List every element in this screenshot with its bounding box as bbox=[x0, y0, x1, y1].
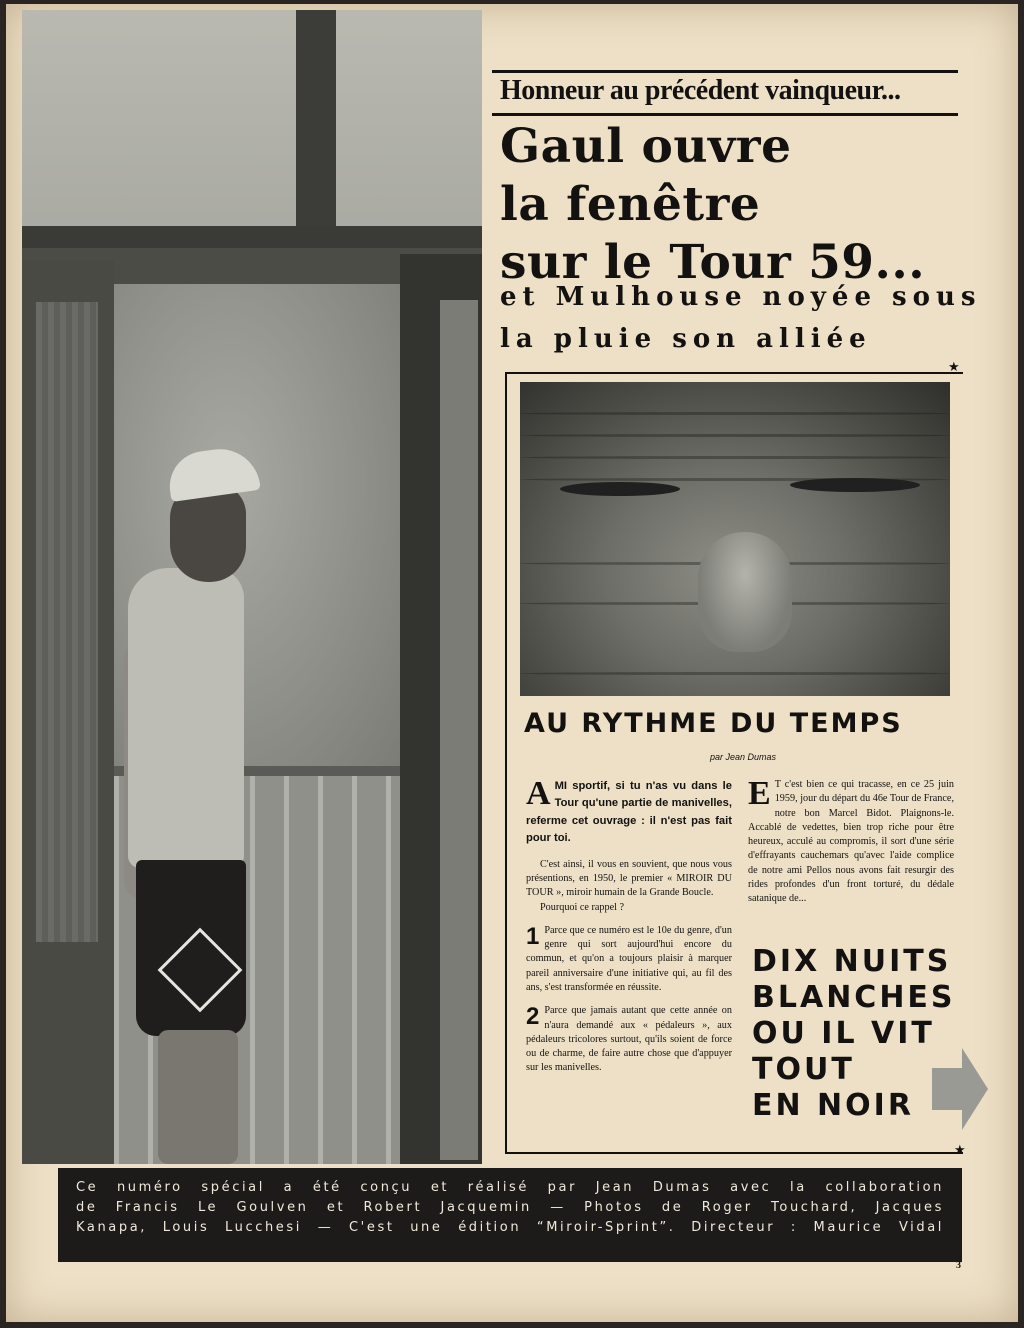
numbered-point bbox=[526, 1004, 732, 1075]
magazine-page bbox=[6, 4, 1018, 1322]
credits-line: Ce numéro spécial a été conçu et réalisé par Jean Dumas avec la collaboration bbox=[76, 1180, 944, 1195]
drop-cap: E bbox=[748, 775, 771, 812]
teaser-line: DIX NUITS bbox=[752, 944, 952, 979]
teaser-line: TOUT bbox=[752, 1052, 855, 1087]
numbered-point bbox=[526, 924, 732, 995]
credits-band bbox=[58, 1168, 962, 1262]
teaser-line: BLANCHES bbox=[752, 980, 956, 1015]
subheadline-line: et Mulhouse noyée sous bbox=[500, 282, 982, 312]
supertitle-bar bbox=[492, 70, 958, 116]
headline-line: sur le Tour 59... bbox=[500, 235, 926, 290]
teaser-line: OU IL VIT bbox=[752, 1016, 935, 1051]
star-icon: ★ bbox=[954, 1142, 966, 1157]
paragraph: Pourquoi ce rappel ? bbox=[540, 901, 625, 913]
star-icon: ★ bbox=[948, 359, 960, 374]
section-title: AU RYTHME DU TEMPS bbox=[524, 708, 903, 739]
article-column-right bbox=[748, 775, 954, 907]
wrinkled-face-photo bbox=[520, 382, 950, 696]
headline-line: la fenêtre bbox=[500, 177, 761, 232]
headline-line: Gaul ouvre bbox=[500, 119, 792, 174]
subheadline-line: la pluie son alliée bbox=[500, 324, 872, 354]
paragraph: C'est ainsi, il vous en souvient, que nous vous présentions, en 1950, le premier « MIROIR DU TOUR », miroir humain de la Grande Boucle. bbox=[526, 858, 732, 899]
article-column-left bbox=[526, 775, 732, 1076]
page-number: 3 bbox=[956, 1260, 961, 1271]
drop-cap: A bbox=[526, 775, 551, 812]
point-text: Parce que jamais autant que cette année on n'aura demandé aux « pédaleurs », aux pédaleurs tricolores surtout, qu'ils soient de force ou de charme, de faire autre chose que d'appuyer sur les manivelles. bbox=[526, 1005, 732, 1074]
right-arrow-icon bbox=[932, 1048, 988, 1130]
point-number: 1 bbox=[526, 922, 540, 950]
subheadline bbox=[500, 276, 982, 360]
paragraph-text: T c'est bien ce qui tracasse, en ce 25 juin 1959, jour du départ du 46e Tour de France, notre bon Marcel Bidot. Plaignons-le. Accablé de vedettes, bien trop riche pour être heureux, acculé au compromis, il sort d'une série d'effrayants cauchemars qu'avec l'aide complice de notre ami Pellos nous avons fait resurgir des rides profondes d'un front torturé, du dédale satanique de... bbox=[748, 779, 954, 905]
byline: par Jean Dumas bbox=[710, 752, 777, 762]
credits-line: Kanapa, Louis Lucchesi — C'est une édition “Miroir-Sprint”. Directeur : Maurice Vidal bbox=[76, 1220, 944, 1235]
point-number: 2 bbox=[526, 1003, 540, 1031]
lead-text: MI sportif, si tu n'as vu dans le Tour qu'une partie de manivelles, referme cet ouvrage : il n'est pas fait pour toi. bbox=[526, 780, 732, 845]
paragraph bbox=[748, 775, 954, 907]
cyclist-figure bbox=[118, 440, 278, 1164]
teaser-line: EN NOIR bbox=[752, 1088, 914, 1123]
rider-at-window-photo bbox=[22, 10, 482, 1164]
headline bbox=[500, 118, 970, 292]
lead-paragraph bbox=[526, 775, 732, 848]
credits-line: de Francis Le Goulven et Robert Jacquemin — Photos de Roger Touchard, Jacques bbox=[76, 1200, 944, 1215]
point-text: Parce que ce numéro est le 10e du genre, d'un genre qui sort aujourd'hui encore du commun, et qu'on a toujours plaisir à marquer pareil anniversaire d'une initiative qui, au fil des ans, s'est transformée en réussite. bbox=[526, 924, 732, 993]
supertitle: Honneur au précédent vainqueur... bbox=[500, 75, 901, 106]
